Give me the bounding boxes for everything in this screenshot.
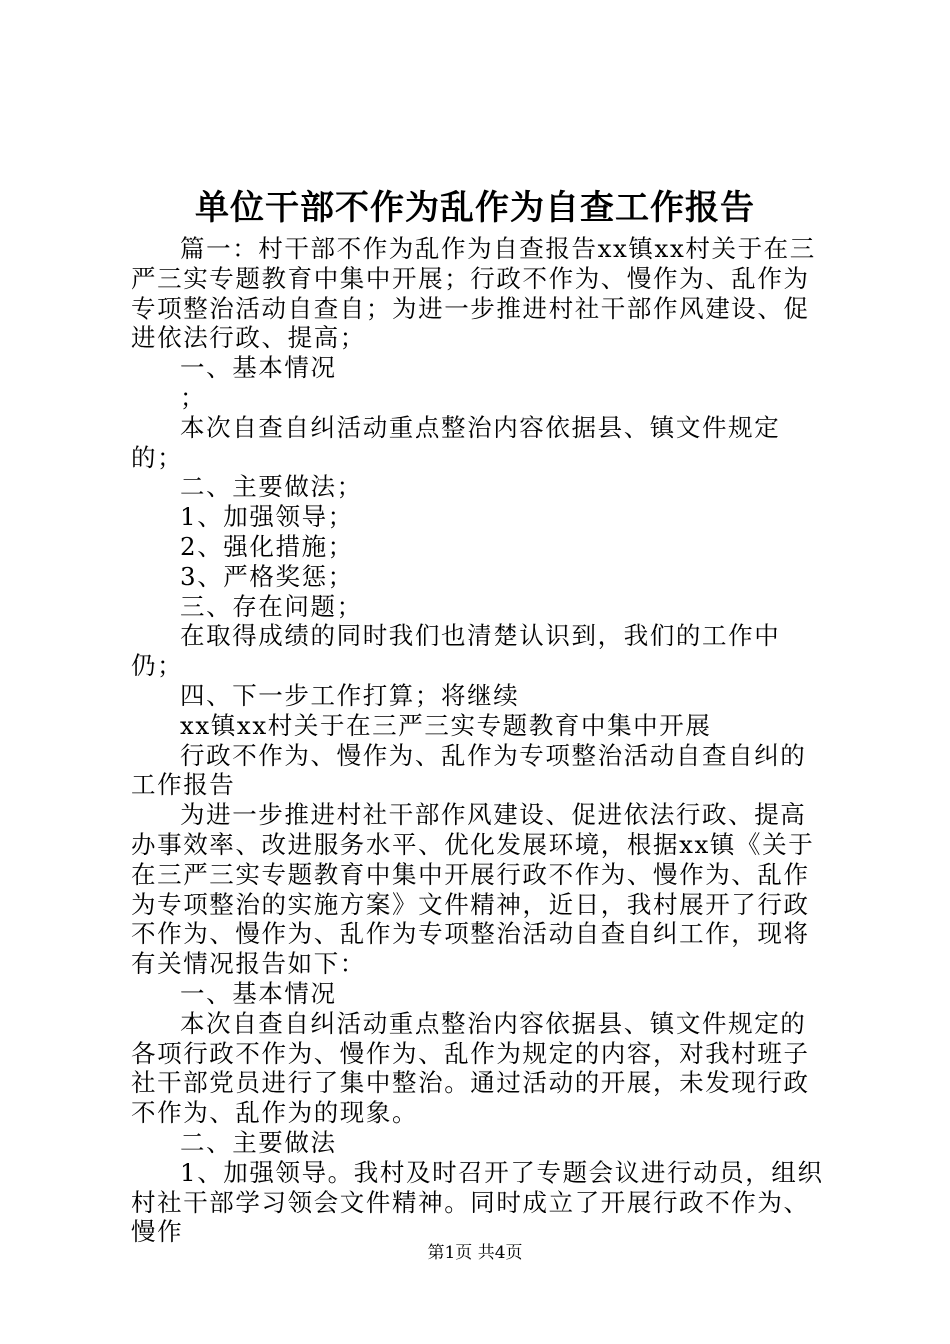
paragraph: 1、加强领导。我村及时召开了专题会议进行动员，组织村社干部学习领会文件精神。同时成立了开展行政不作为、慢作 xyxy=(131,1157,824,1247)
document-title: 单位干部不作为乱作为自查工作报告 xyxy=(195,188,755,228)
section-heading: 四、下一步工作打算；将继续 xyxy=(180,680,520,710)
subtitle: 行政不作为、慢作为、乱作为专项整治活动自查自纠的工作报告 xyxy=(131,740,807,800)
list-item: 3、严格奖惩； xyxy=(180,561,354,591)
paragraph: 本次自查自纠活动重点整治内容依据县、镇文件规定的各项行政不作为、慢作为、乱作为规定的内容，对我村班子社干部党员进行了集中整治。通过活动的开展，未发现行政不作为、乱作为的现象。 xyxy=(131,1008,810,1128)
paragraph: xx镇xx村关于在三严三实专题教育中集中开展 xyxy=(180,710,712,740)
section-heading: 二、主要做法； xyxy=(180,472,363,502)
section-heading: 一、基本情况 xyxy=(180,978,337,1008)
section-heading: 二、主要做法 xyxy=(180,1127,337,1157)
paragraph: 篇一：村干部不作为乱作为自查报告xx镇xx村关于在三严三实专题教育中集中开展；行政不作为、慢作为、乱作为专项整治活动自查自；为进一步推进村社干部作风建设、促进依法行政、提高； xyxy=(131,234,816,353)
paragraph: 为进一步推进村社干部作风建设、促进依法行政、提高办事效率、改进服务水平、优化发展环境，根据xx镇《关于在三严三实专题教育中集中开展行政不作为、慢作为、乱作为专项整治的实施方案》文件精神，近日，我村展开了行政不作为、慢作为、乱作为专项整治活动自查自纠工作，现将有关情况报告如下： xyxy=(131,800,815,979)
list-item: 1、加强领导； xyxy=(180,502,354,532)
paragraph: 在取得成绩的同时我们也清楚认识到，我们的工作中仍； xyxy=(131,621,781,681)
paragraph: ； xyxy=(180,382,207,412)
section-heading: 三、存在问题； xyxy=(180,591,363,621)
document-body xyxy=(131,234,831,1247)
section-heading: 一、基本情况 xyxy=(180,353,337,383)
paragraph: 本次自查自纠活动重点整治内容依据县、镇文件规定的； xyxy=(131,412,781,472)
page-footer: 第1页 共4页 xyxy=(427,1243,523,1263)
list-item: 2、强化措施； xyxy=(180,531,354,561)
